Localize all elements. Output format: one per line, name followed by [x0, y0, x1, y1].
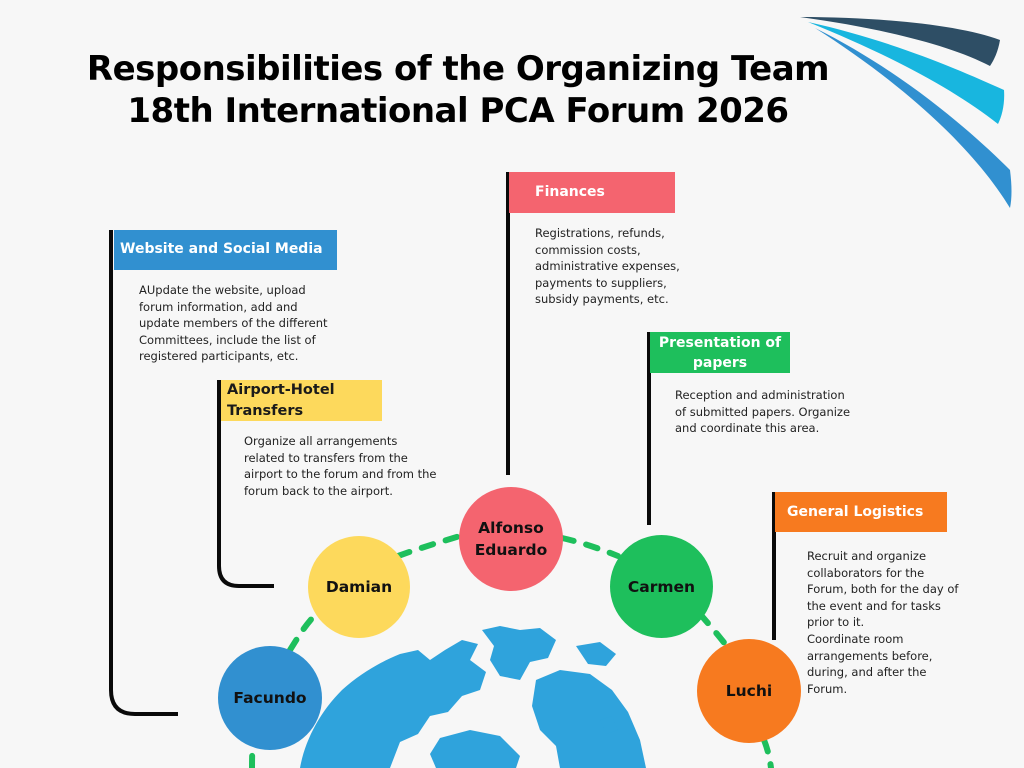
area-description-transfers: Organize all arrangements related to transfers from the airport to the forum and from the forum back to the airport. — [244, 434, 437, 498]
area-label-papers: Presentation of papers — [650, 332, 790, 373]
title-line-1: Responsibilities of the Organizing Team — [86, 49, 830, 89]
area-label-website: Website and Social Media — [114, 230, 337, 270]
area-label-finances: Finances — [509, 172, 675, 213]
title-line-2: 18th International PCA Forum 2026 — [127, 91, 789, 131]
area-label-logistics: General Logistics — [775, 492, 947, 532]
person-alfonso-eduardo: Alfonso Eduardo — [459, 487, 563, 591]
area-description-papers: Reception and administration of submitted papers. Organize and coordinate this area. — [675, 388, 851, 436]
page-title — [0, 48, 916, 132]
area-description-logistics: Recruit and organize collaborators for the Forum, both for the day of the event and for tasks prior to it. Coordinate room arrangements before, during, and after the Forum. — [807, 549, 959, 696]
area-description-website: AUpdate the website, upload forum information, add and update members of the different Committees, include the list of registered participants, etc. — [139, 283, 328, 364]
person-luchi: Luchi — [697, 639, 801, 743]
globe-illustration — [300, 626, 646, 768]
person-carmen: Carmen — [610, 535, 713, 638]
person-facundo: Facundo — [218, 646, 322, 750]
area-description-finances: Registrations, refunds, commission costs, administrative expenses, payments to suppliers, subsidy payments, etc. — [535, 226, 680, 307]
person-damian: Damian — [308, 536, 410, 638]
area-label-transfers: Airport-Hotel Transfers — [221, 380, 382, 421]
